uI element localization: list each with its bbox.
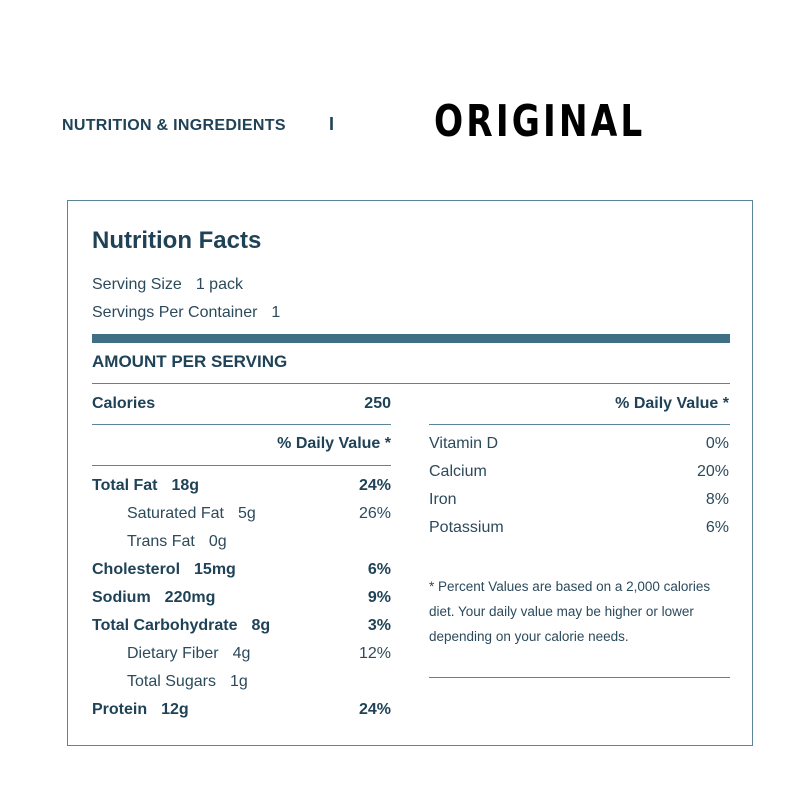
tab-nutrition-ingredients[interactable]: NUTRITION & INGREDIENTS bbox=[62, 117, 286, 134]
nutrient-row-trans-fat bbox=[127, 533, 227, 551]
amount-per-serving-heading: AMOUNT PER SERVING bbox=[92, 352, 288, 371]
nutrient-dv: 24% bbox=[358, 701, 391, 718]
nutrient-row-cholesterol bbox=[92, 561, 236, 579]
nutrient-dv: 9% bbox=[367, 589, 391, 606]
daily-value-header: % Daily Value * bbox=[277, 435, 391, 452]
nutrient-row-protein bbox=[92, 701, 189, 719]
nutrient-row-total-sugars bbox=[127, 673, 248, 691]
nutrient-dv: 24% bbox=[358, 477, 391, 494]
nutrient-name: Sodium bbox=[92, 589, 151, 606]
nutrient-row-dietary-fiber bbox=[127, 645, 250, 663]
servings-per-container-value: 1 bbox=[271, 304, 281, 321]
nutrient-name: Saturated Fat bbox=[127, 505, 224, 522]
vitamins-daily-value-header: % Daily Value * bbox=[615, 395, 729, 412]
vitamin-name: Calcium bbox=[429, 463, 487, 480]
vitamin-dv: 20% bbox=[696, 463, 729, 480]
servings-per-container-label: Servings Per Container bbox=[92, 304, 258, 321]
nutrient-name: Total Sugars bbox=[127, 673, 216, 690]
nutrient-amount: 220mg bbox=[164, 589, 216, 606]
nutrient-row-total-carbohydrate bbox=[92, 617, 270, 635]
vitamin-dv: 8% bbox=[705, 491, 729, 508]
nutrient-row-sodium bbox=[92, 589, 215, 607]
nutrient-row-total-fat bbox=[92, 477, 199, 495]
serving-size-value: 1 pack bbox=[195, 276, 243, 293]
vitamin-dv: 0% bbox=[705, 435, 729, 452]
nutrient-amount: 5g bbox=[237, 505, 256, 522]
nutrient-amount: 4g bbox=[232, 645, 251, 662]
divider bbox=[92, 465, 391, 466]
divider bbox=[92, 424, 391, 425]
nutrient-name: Total Carbohydrate bbox=[92, 617, 238, 634]
nutrition-facts-title: Nutrition Facts bbox=[92, 227, 262, 254]
nutrient-dv: 12% bbox=[358, 645, 391, 662]
nutrient-name: Cholesterol bbox=[92, 561, 181, 578]
nutrient-dv: 6% bbox=[367, 561, 391, 578]
vitamin-name: Vitamin D bbox=[429, 435, 499, 452]
header-separator: I bbox=[329, 114, 335, 134]
divider bbox=[92, 383, 730, 384]
vitamin-name: Iron bbox=[429, 491, 457, 508]
nutrient-amount: 15mg bbox=[194, 561, 236, 578]
nutrient-amount: 8g bbox=[251, 617, 271, 634]
nutrient-name: Trans Fat bbox=[127, 533, 195, 550]
nutrient-name: Dietary Fiber bbox=[127, 645, 219, 662]
nutrient-amount: 18g bbox=[171, 477, 200, 494]
serving-size bbox=[92, 276, 243, 294]
calories-value: 250 bbox=[364, 395, 391, 412]
nutrient-name: Total Fat bbox=[92, 477, 158, 494]
vitamin-name: Potassium bbox=[429, 519, 504, 536]
daily-value-footnote: * Percent Values are based on a 2,000 calories diet. Your daily value may be higher or lower depending on your calorie needs. bbox=[429, 579, 711, 644]
nutrient-amount: 0g bbox=[208, 533, 227, 550]
nutrient-name: Protein bbox=[92, 701, 148, 718]
nutrient-dv: 26% bbox=[358, 505, 391, 522]
divider bbox=[429, 424, 730, 425]
vitamin-dv: 6% bbox=[705, 519, 729, 536]
nutrient-dv: 3% bbox=[367, 617, 391, 634]
nutrient-row-saturated-fat bbox=[127, 505, 256, 523]
serving-size-label: Serving Size bbox=[92, 276, 182, 293]
nutrient-amount: 1g bbox=[229, 673, 248, 690]
calories-label: Calories bbox=[92, 395, 156, 412]
thick-divider bbox=[92, 334, 730, 343]
servings-per-container bbox=[92, 304, 280, 322]
nutrient-amount: 12g bbox=[161, 701, 189, 718]
flavor-title: ORIGINAL bbox=[434, 96, 646, 147]
divider bbox=[429, 677, 730, 678]
